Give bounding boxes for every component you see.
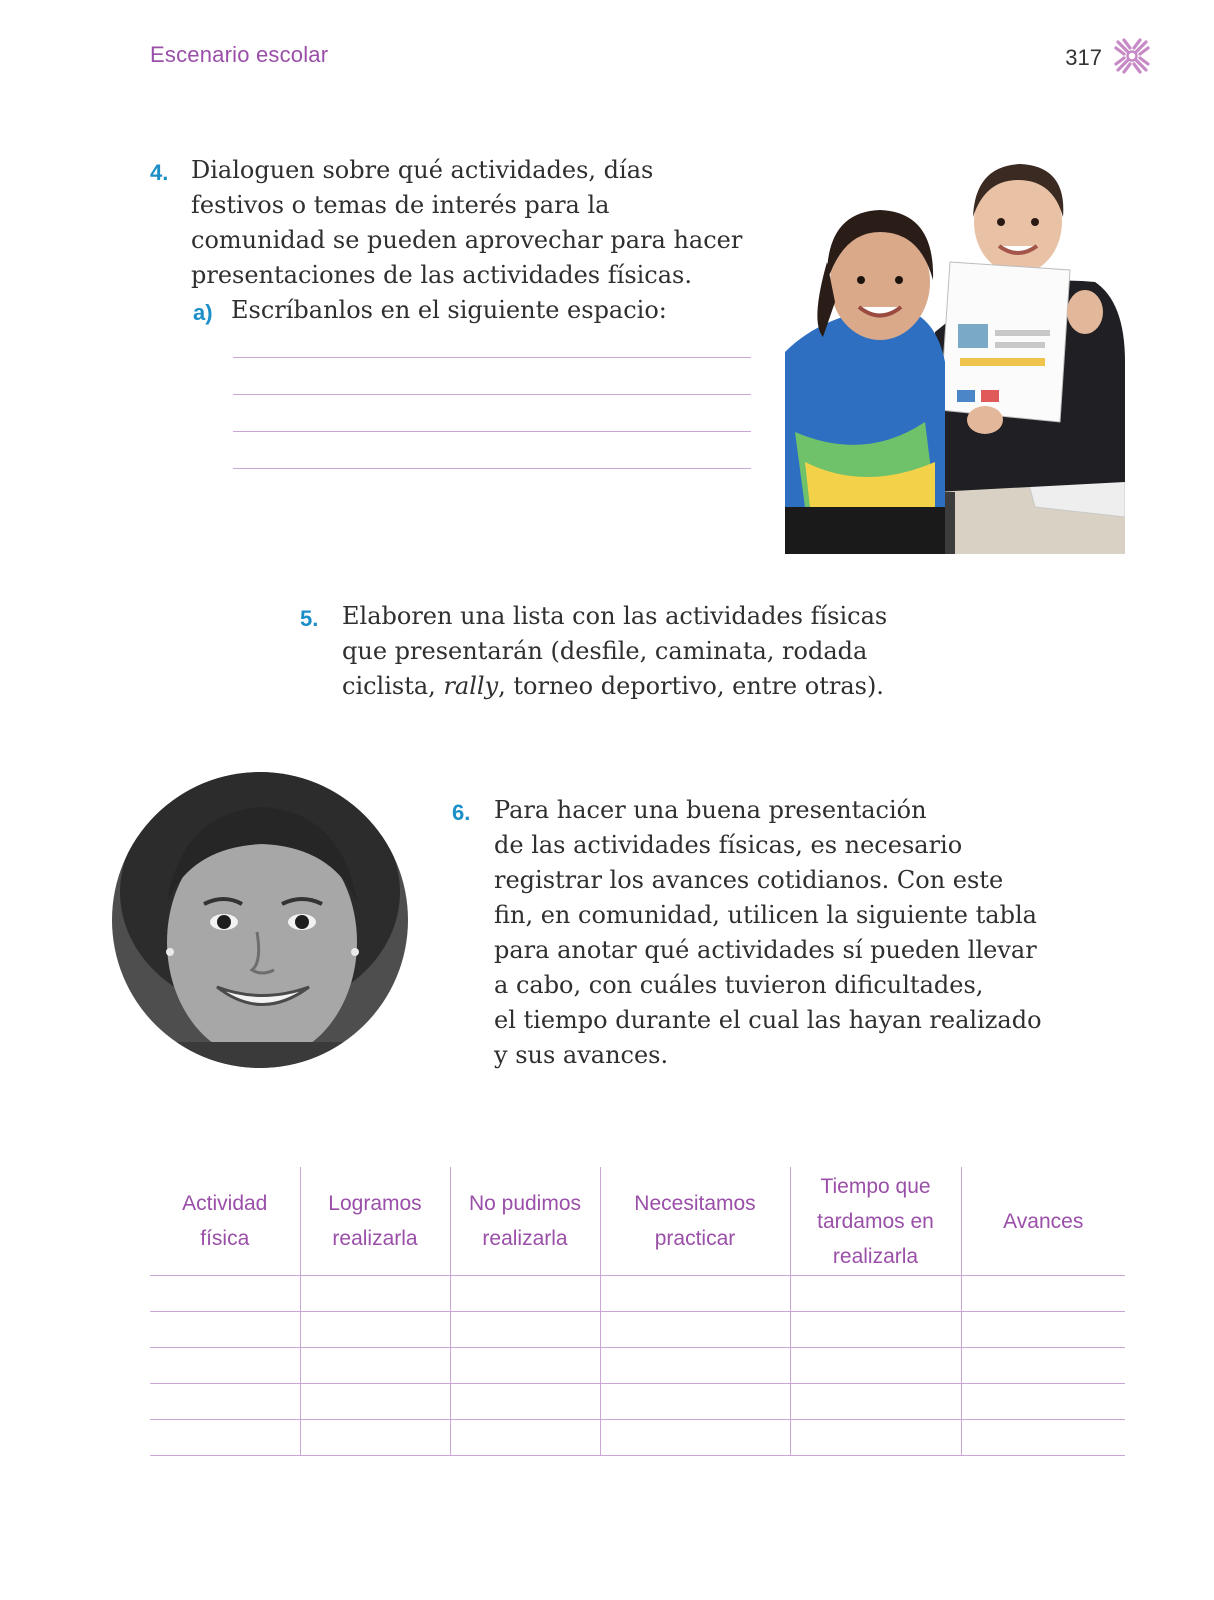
answer-line[interactable]	[233, 431, 751, 432]
answer-line[interactable]	[233, 357, 751, 358]
table-cell[interactable]	[450, 1348, 600, 1384]
item5-line3-post: , torneo deportivo, entre otras).	[498, 672, 884, 700]
table-cell[interactable]	[790, 1348, 961, 1384]
item6-line: Para hacer una buena presentación	[494, 796, 927, 824]
table-cell[interactable]	[790, 1276, 961, 1312]
table-cell[interactable]	[790, 1384, 961, 1420]
item4-line: Dialoguen sobre qué actividades, días	[191, 156, 654, 184]
table-cell[interactable]	[450, 1384, 600, 1420]
item6-line: fin, en comunidad, utilicen la siguiente tabla	[494, 901, 1037, 929]
table-cell[interactable]	[790, 1312, 961, 1348]
item6-line: para anotar qué actividades sí pueden llevar	[494, 936, 1037, 964]
girl-portrait-photo	[112, 772, 408, 1068]
table-cell[interactable]	[150, 1420, 300, 1456]
item6-line: de las actividades físicas, es necesario	[494, 831, 963, 859]
table-cell[interactable]	[450, 1276, 600, 1312]
table-header-row	[150, 1167, 1125, 1276]
table-cell[interactable]	[300, 1384, 450, 1420]
students-photo	[785, 162, 1125, 554]
table-row	[150, 1276, 1125, 1312]
item6-text	[494, 793, 1042, 1073]
table-row	[150, 1384, 1125, 1420]
item5-line: que presentarán (desfile, caminata, rodada	[342, 637, 868, 665]
table-cell[interactable]	[600, 1276, 790, 1312]
item6-line: registrar los avances cotidianos. Con este	[494, 866, 1004, 894]
table-cell[interactable]	[600, 1420, 790, 1456]
item5-line	[342, 669, 887, 704]
table-cell[interactable]	[150, 1348, 300, 1384]
item4-text	[191, 153, 742, 293]
answer-line[interactable]	[233, 468, 751, 469]
table-cell[interactable]	[600, 1348, 790, 1384]
table-cell[interactable]	[961, 1276, 1125, 1312]
header-no-pudimos-realizarla: No pudimos realizarla	[450, 1167, 600, 1276]
item4-line: comunidad se pueden aprovechar para hacer	[191, 226, 743, 254]
header-actividad-fisica: Actividad física	[150, 1167, 300, 1276]
table-cell[interactable]	[961, 1384, 1125, 1420]
table-cell[interactable]	[600, 1312, 790, 1348]
table-cell[interactable]	[300, 1276, 450, 1312]
table-row	[150, 1420, 1125, 1456]
section-title: Escenario escolar	[150, 42, 329, 67]
table-row	[150, 1348, 1125, 1384]
item6-line: el tiempo durante el cual las hayan realizado	[494, 1006, 1042, 1034]
item5-line: Elaboren una lista con las actividades físicas	[342, 602, 888, 630]
page-header-right	[1065, 38, 1150, 78]
table-cell[interactable]	[961, 1348, 1125, 1384]
header-necesitamos-practicar: Necesitamos practicar	[600, 1167, 790, 1276]
table-cell[interactable]	[150, 1276, 300, 1312]
header-tiempo-que-tardamos: Tiempo que tardamos en realizarla	[790, 1167, 961, 1276]
item4a-text: Escríbanlos en el siguiente espacio:	[231, 296, 667, 324]
table-cell[interactable]	[600, 1384, 790, 1420]
item4a-letter: a)	[193, 300, 213, 325]
table-cell[interactable]	[300, 1312, 450, 1348]
item5-number: 5.	[300, 606, 319, 631]
answer-line[interactable]	[233, 394, 751, 395]
table-cell[interactable]	[450, 1312, 600, 1348]
table-cell[interactable]	[300, 1420, 450, 1456]
item4-line: presentaciones de las actividades físicas.	[191, 261, 692, 289]
table-row	[150, 1312, 1125, 1348]
star-ornament-icon	[1114, 38, 1150, 78]
item6-number: 6.	[452, 800, 471, 825]
table-cell[interactable]	[300, 1348, 450, 1384]
table-cell[interactable]	[150, 1384, 300, 1420]
item4-number: 4.	[150, 160, 169, 185]
item5-line3-pre: ciclista,	[342, 672, 444, 700]
activity-record-table	[150, 1167, 1125, 1456]
table-cell[interactable]	[450, 1420, 600, 1456]
table-cell[interactable]	[790, 1420, 961, 1456]
item5-rally-italic: rally	[443, 672, 499, 700]
item6-line: y sus avances.	[494, 1041, 669, 1069]
header-logramos-realizarla: Logramos realizarla	[300, 1167, 450, 1276]
table-cell[interactable]	[150, 1312, 300, 1348]
item6-line: a cabo, con cuáles tuvieron dificultades,	[494, 971, 984, 999]
table-cell[interactable]	[961, 1420, 1125, 1456]
item5-text	[342, 599, 887, 704]
page-number: 317	[1065, 45, 1102, 70]
table-cell[interactable]	[961, 1312, 1125, 1348]
item4-line: festivos o temas de interés para la	[191, 191, 610, 219]
header-avances: Avances	[961, 1167, 1125, 1276]
